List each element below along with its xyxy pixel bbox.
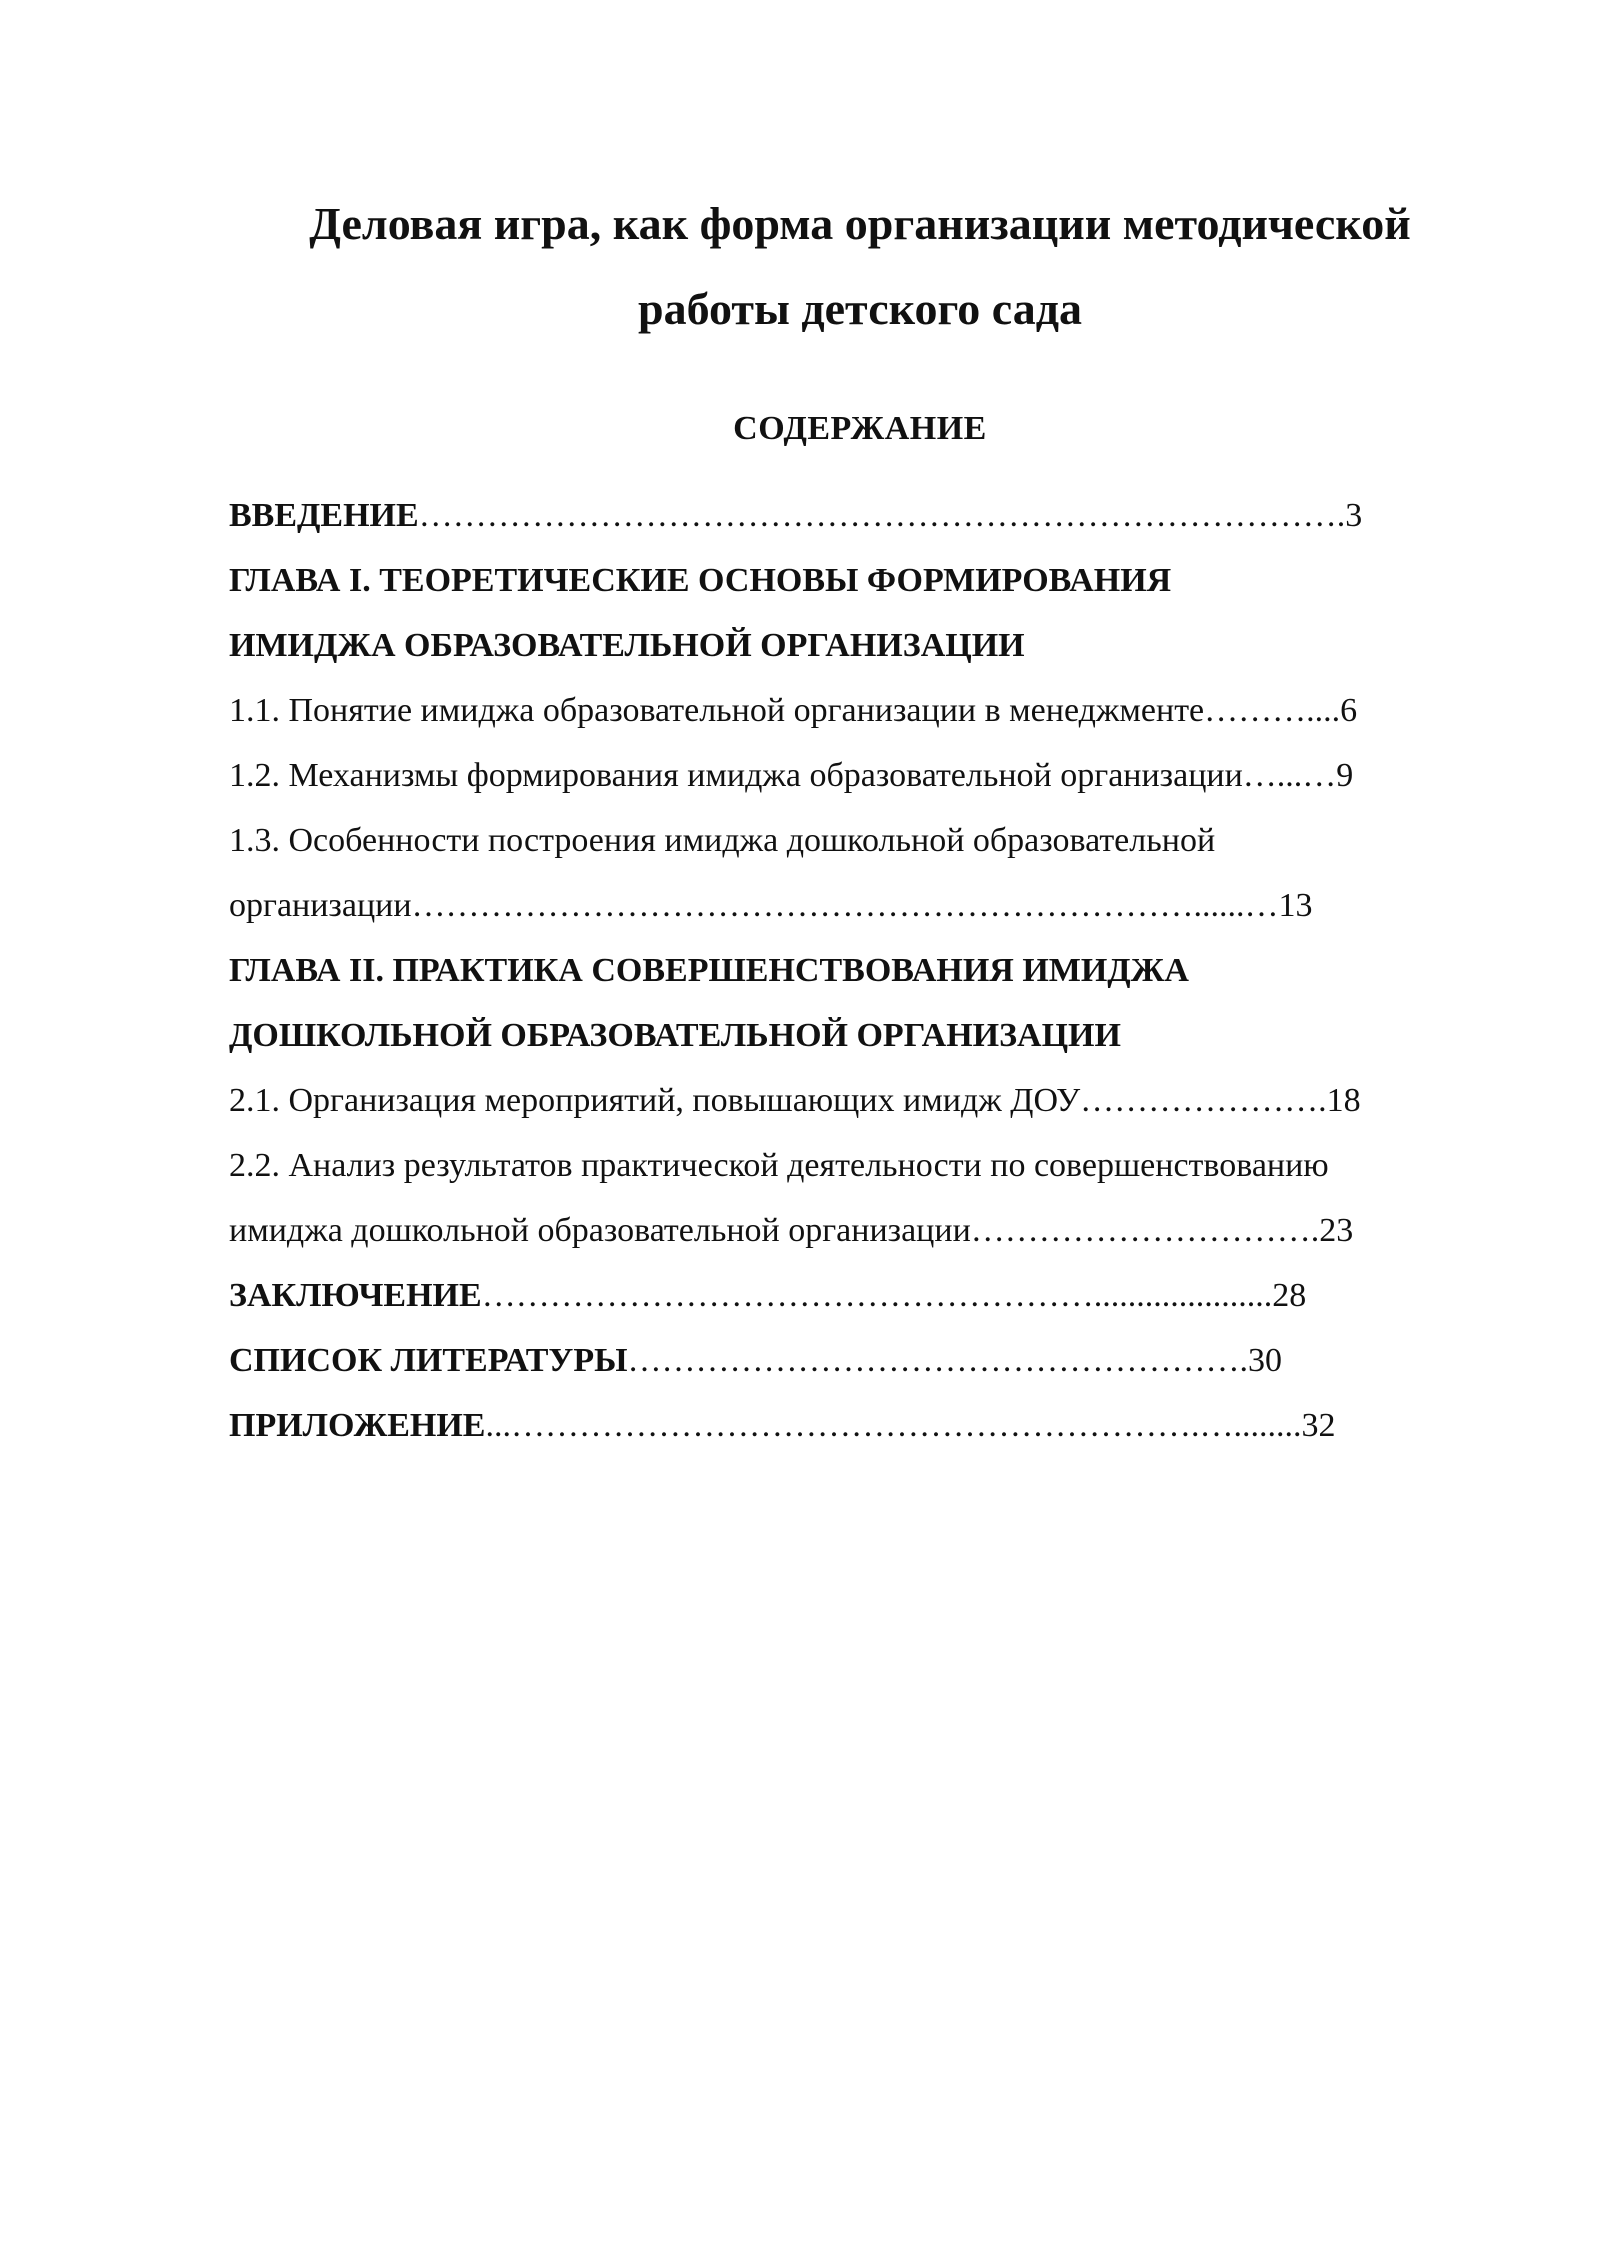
toc-entry-2-2-line-2	[229, 1214, 1353, 1248]
toc-entry-references	[229, 1344, 1282, 1378]
toc-entry-2-1	[229, 1084, 1361, 1118]
toc-entry-page: 3	[1345, 497, 1363, 534]
toc-chapter-1-line-2: ИМИДЖА ОБРАЗОВАТЕЛЬНОЙ ОРГАНИЗАЦИИ	[229, 627, 1025, 664]
toc-entry-1-2	[229, 759, 1353, 793]
toc-entry-label: 1.1. Понятие имиджа образовательной организации в менеджменте	[229, 692, 1205, 729]
toc-entry-conclusion	[229, 1279, 1306, 1313]
toc-entry-1-3-line-2	[229, 889, 1313, 923]
toc-chapter-2-line-2: ДОШКОЛЬНОЙ ОБРАЗОВАТЕЛЬНОЙ ОРГАНИЗАЦИИ	[229, 1017, 1121, 1054]
toc-entry-label: имиджа дошкольной образовательной организации	[229, 1212, 971, 1249]
toc-entry-leader: ……………………………………………………………......…	[411, 887, 1279, 924]
toc-entry-label: ЗАКЛЮЧЕНИЕ	[229, 1277, 482, 1314]
toc-entry-page: 32	[1301, 1407, 1336, 1444]
toc-entry-leader: ………………….	[1080, 1082, 1327, 1119]
toc-entry-label: организации	[229, 887, 412, 924]
toc-entry-label: 1.2. Механизмы формирования имиджа образовательной организации	[229, 757, 1243, 794]
toc-entry-page: 13	[1278, 887, 1313, 924]
toc-entry-label: ПРИЛОЖЕНИЕ	[229, 1407, 486, 1444]
toc-entry-2-2-line-1: 2.2. Анализ результатов практической деятельности по совершенствованию	[229, 1147, 1329, 1184]
toc-entry-page: 9	[1336, 757, 1354, 794]
toc-entry-page: 6	[1340, 692, 1358, 729]
toc-chapter-2-line-1: ГЛАВА II. ПРАКТИКА СОВЕРШЕНСТВОВАНИЯ ИМИДЖА	[229, 952, 1189, 989]
toc-entry-leader: …...…	[1242, 757, 1337, 794]
toc-entry-leader: ……………………………………………….....................	[481, 1277, 1273, 1314]
toc-entry-page: 30	[1248, 1342, 1283, 1379]
toc-entry-leader: ……………………………………………………………………….	[418, 497, 1346, 534]
toc-entry-leader: ………....	[1204, 692, 1341, 729]
toc-entry-leader: ………………………….	[970, 1212, 1320, 1249]
toc-entry-leader: ……………………………………………….	[627, 1342, 1249, 1379]
document-title-line-1: Деловая игра, как форма организации методической	[309, 198, 1411, 249]
toc-entry-introduction	[229, 499, 1362, 533]
toc-entry-1-1	[229, 694, 1357, 728]
toc-chapter-1-line-1: ГЛАВА I. ТЕОРЕТИЧЕСКИЕ ОСНОВЫ ФОРМИРОВАНИЯ	[229, 562, 1172, 599]
document-title-line-2: работы детского сада	[637, 283, 1083, 334]
toc-entry-page: 18	[1326, 1082, 1361, 1119]
toc-entry-label: ВВЕДЕНИЕ	[229, 497, 419, 534]
toc-entry-appendix	[229, 1409, 1335, 1443]
toc-entry-page: 28	[1272, 1277, 1307, 1314]
toc-entry-1-3-line-1: 1.3. Особенности построения имиджа дошкольной образовательной	[229, 822, 1216, 859]
toc-entry-page: 23	[1319, 1212, 1354, 1249]
toc-heading: СОДЕРЖАНИЕ	[733, 410, 987, 447]
toc-entry-label: 2.1. Организация мероприятий, повышающих имидж ДОУ	[229, 1082, 1081, 1119]
toc-entry-leader: ...…………………………………………………….…........	[485, 1407, 1302, 1444]
toc-entry-label: СПИСОК ЛИТЕРАТУРЫ	[229, 1342, 628, 1379]
